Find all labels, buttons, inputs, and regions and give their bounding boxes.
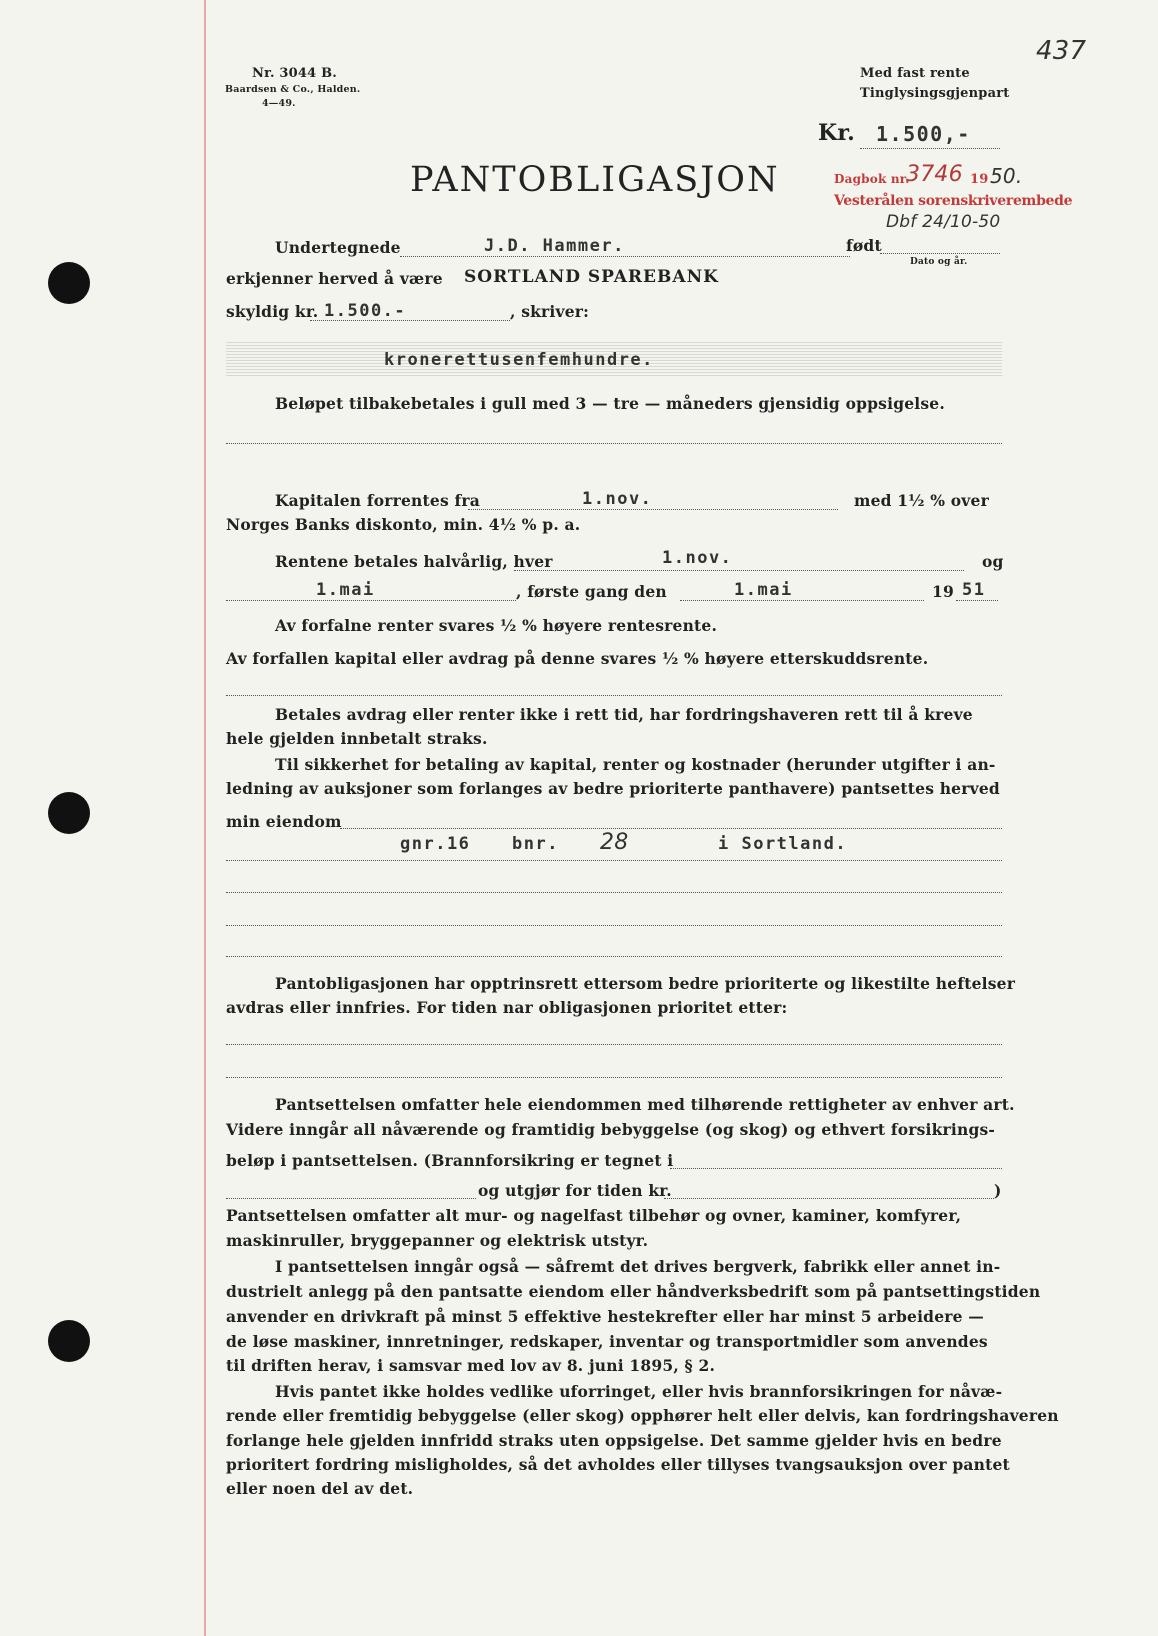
coverage-line-2: Videre inngår all nåværende og framtidig bebyggelse (og skog) og ethvert forsikrings-	[226, 1120, 996, 1139]
industry-line-2: dustrielt anlegg på den pantsatte eiendom eller håndverksbedrift som på pantsettingstiden	[226, 1282, 1041, 1301]
coverage-line-4: og utgjør for tiden kr.	[478, 1181, 672, 1200]
default-line-2: hele gjelden innbetalt straks.	[226, 729, 488, 748]
amount-prefix: Kr.	[818, 120, 855, 146]
coverage-line-4-end: )	[994, 1181, 1002, 1200]
stamp-year-hand: 50.	[990, 164, 1023, 188]
born-label: født	[846, 236, 882, 255]
form-number: Nr. 3044 B.	[252, 66, 338, 81]
stamp-office: Vesterålen sorenskriverembede	[834, 193, 1073, 209]
halfyear-date-2: 1.mai	[316, 580, 375, 600]
binder-hole	[48, 262, 90, 304]
header-fixed-rate: Med fast rente	[860, 66, 970, 81]
interest-from-value: 1.nov.	[582, 489, 653, 509]
halfyear-date-1: 1.nov.	[662, 548, 733, 568]
overdue-capital: Av forfallen kapital eller avdrag på denne svares ½ % høyere etterskuddsrente.	[226, 649, 929, 668]
owed-label: skyldig kr.	[226, 302, 319, 321]
maintenance-line-2: rende eller fremtidig bebyggelse (eller skog) opphører helt eller delvis, kan fordringshaveren	[226, 1406, 1059, 1425]
amount-in-words: kronerettusenfemhundre.	[384, 350, 654, 370]
industry-line-3: anvender en drivkraft på minst 5 effektive hestekrefter eller har minst 5 arbeidere —	[226, 1307, 984, 1326]
debtor-label: Undertegnede	[275, 238, 401, 257]
fixtures-line-1: Pantsettelsen omfatter alt mur- og nagelfast tilbehør og ovner, kaminer, komfyrer,	[226, 1206, 962, 1225]
property-label: min eiendom	[226, 812, 342, 831]
print-date: 4—49.	[262, 98, 296, 109]
first-time-label: , første gang den	[516, 582, 667, 601]
priority-line-1: Pantobligasjonen har opptrinsrett ettersom bedre prioriterte og likestilte heftelser	[275, 974, 1016, 993]
margin-line	[204, 0, 206, 1636]
repayment-terms: Beløpet tilbakebetales i gull med 3 — tre — måneders gjensidig oppsigelse.	[275, 394, 945, 413]
maintenance-line-5: eller noen del av det.	[226, 1479, 414, 1498]
security-line-2: ledning av auksjoner som forlanges av bedre prioriterte panthavere) pantsettes herved	[226, 779, 1000, 798]
creditor-label: erkjenner herved å være	[226, 269, 443, 288]
binder-hole	[48, 792, 90, 834]
property-bnr-label: bnr.	[512, 834, 559, 854]
maintenance-line-4: prioritert fordring misligholdes, så det avholdes eller tillyses tvangsauksjon over pantet	[226, 1455, 1010, 1474]
halfyear-label: Rentene betales halvårlig, hver	[275, 552, 553, 571]
interest-rate: med 1½ % over	[854, 491, 989, 510]
stamp-dagbok-label: Dagbok nr.	[834, 172, 910, 186]
overdue-interest: Av forfalne renter svares ½ % høyere rentesrente.	[275, 616, 718, 635]
coverage-line-3: beløp i pantsettelsen. (Brannforsikring er tegnet i	[226, 1151, 674, 1170]
year-print: 19	[932, 582, 954, 601]
property-gnr: gnr.16	[400, 834, 471, 854]
owed-value: 1.500.-	[324, 301, 407, 321]
first-payment-date: 1.mai	[734, 580, 793, 600]
discount-terms: Norges Banks diskonto, min. 4½ % p. a.	[226, 515, 581, 534]
maintenance-line-3: forlange hele gjelden innfridd straks uten oppsigelse. Det samme gjelder hvis en bedre	[226, 1431, 1002, 1450]
industry-line-1: I pantsettelsen inngår også — såfremt det drives bergverk, fabrikk eller annet in-	[275, 1257, 1001, 1276]
amount-value: 1.500,-	[876, 122, 971, 146]
coverage-line-1: Pantsettelsen omfatter hele eiendommen med tilhørende rettigheter av enhver art.	[275, 1095, 1015, 1114]
born-note: Dato og år.	[910, 257, 968, 267]
debtor-name: J.D. Hammer.	[484, 236, 625, 256]
header-registration-copy: Tinglysingsgjenpart	[860, 86, 1010, 101]
printer-name: Baardsen & Co., Halden.	[225, 84, 361, 95]
property-bnr: 28	[600, 830, 629, 855]
fixtures-line-2: maskinruller, bryggepanner og elektrisk utstyr.	[226, 1231, 649, 1250]
document-title: PANTOBLIGASJON	[410, 160, 780, 200]
owed-suffix: , skriver:	[510, 302, 590, 321]
year-value: 51	[962, 580, 986, 600]
stamp-dagbok-number: 3746	[906, 162, 963, 187]
binder-hole	[48, 1320, 90, 1362]
default-line-1: Betales avdrag eller renter ikke i rett tid, har fordringshaveren rett til å kreve	[275, 705, 973, 724]
industry-line-5: til driften herav, i samsvar med lov av 8. juni 1895, § 2.	[226, 1356, 716, 1375]
property-place: i Sortland.	[718, 834, 848, 854]
industry-line-4: de løse maskiner, innretninger, redskaper, inventar og transportmidler som anvendes	[226, 1332, 988, 1351]
stamp-year-print: 19	[970, 172, 989, 187]
stamp-annotation: Dbf 24/10-50	[886, 212, 1001, 232]
security-line-1: Til sikkerhet for betaling av kapital, renter og kostnader (herunder utgifter i an-	[275, 755, 996, 774]
and-label: og	[982, 552, 1004, 571]
priority-line-2: avdras eller innfries. For tiden nar obligasjonen prioritet etter:	[226, 998, 788, 1017]
maintenance-line-1: Hvis pantet ikke holdes vedlike uforringet, eller hvis brannforsikringen for nåvæ-	[275, 1382, 1003, 1401]
creditor-name: SORTLAND SPAREBANK	[464, 267, 719, 287]
interest-from-label: Kapitalen forrentes fra	[275, 491, 480, 510]
page-number: 437	[1036, 36, 1087, 66]
